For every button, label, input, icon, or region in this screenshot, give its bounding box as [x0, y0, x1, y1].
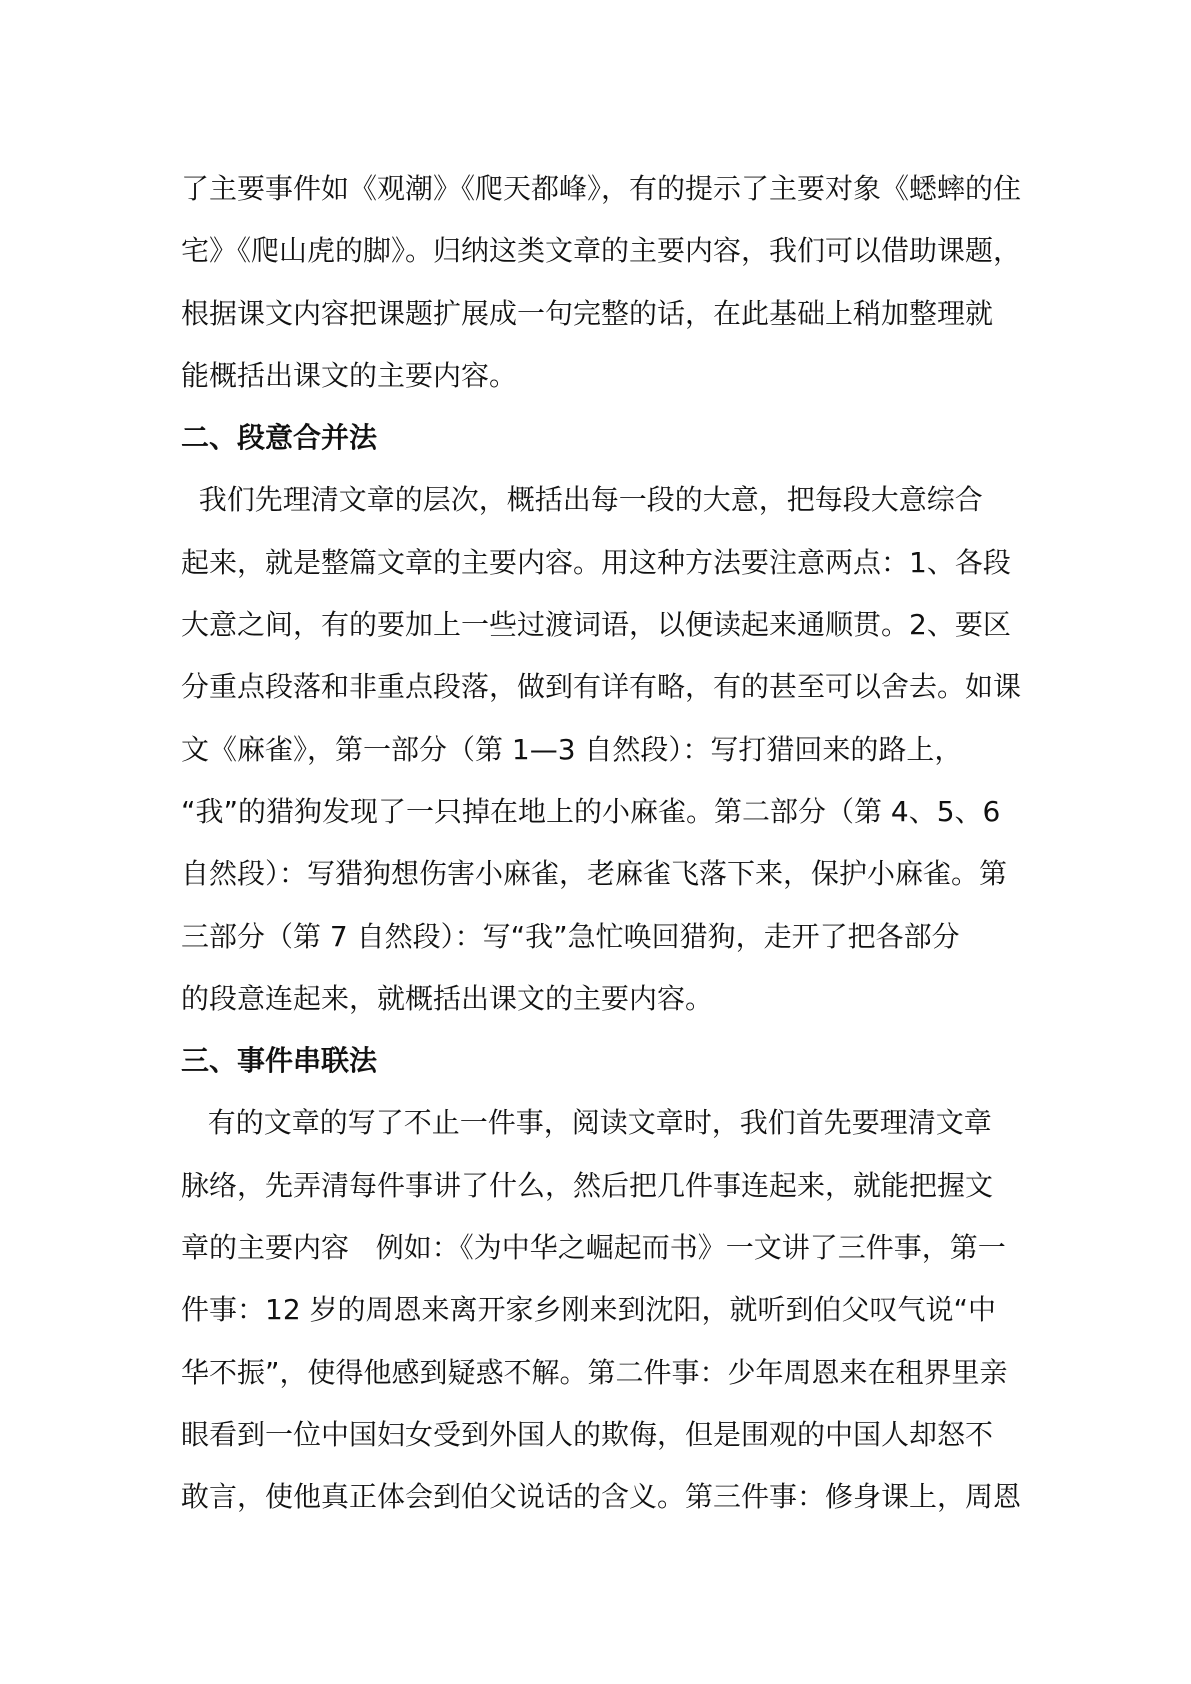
text-line: 能概括出课文的主要内容。: [181, 358, 518, 392]
text-line: 起来，就是整篇文章的主要内容。用这种方法要注意两点：1、各段: [181, 545, 1011, 579]
text-line: 宅》《爬山虎的脚》。归纳这类文章的主要内容，我们可以借助课题，: [181, 234, 1022, 268]
text-line: 三部分（第 7 自然段）：写“我”急忙唤回猎狗，走开了把各部分: [181, 919, 960, 953]
text-line: 分重点段落和非重点段落，做到有详有略，有的甚至可以舍去。如课: [181, 670, 1022, 704]
section-heading: 二、段意合并法: [181, 421, 378, 455]
text-line: 根据课文内容把课题扩展成一句完整的话，在此基础上稍加整理就: [181, 296, 994, 330]
text-line: 自然段）：写猎狗想伤害小麻雀，老麻雀飞落下来，保护小麻雀。第: [181, 857, 1008, 891]
text-line: 脉络，先弄清每件事讲了什么，然后把几件事连起来，就能把握文: [181, 1168, 994, 1202]
text-line: “我”的猎狗发现了一只掉在地上的小麻雀。第二部分（第 4、5、6: [181, 794, 1001, 828]
text-line: 华不振”，使得他感到疑惑不解。第二件事：少年周恩来在租界里亲: [181, 1355, 1008, 1389]
text-line: 眼看到一位中国妇女受到外国人的欺侮，但是围观的中国人却怒不: [181, 1417, 994, 1451]
section-heading: 三、事件串联法: [181, 1044, 378, 1078]
text-line: 文《麻雀》，第一部分（第 1—3 自然段）：写打猎回来的路上，: [181, 732, 963, 766]
text-line: 的段意连起来，就概括出课文的主要内容。: [181, 981, 714, 1015]
text-line: 章的主要内容 例如：《为中华之崛起而书》一文讲了三件事，第一: [181, 1231, 1006, 1265]
text-line: 我们先理清文章的层次，概括出每一段的大意，把每段大意综合: [181, 483, 983, 517]
text-line: 了主要事件如《观潮》《爬天都峰》，有的提示了主要对象《蟋蟀的住: [181, 172, 1022, 205]
text-line: 大意之间，有的要加上一些过渡词语，以便读起来通顺贯。2、要区: [181, 608, 1011, 642]
text-line: 件事：12 岁的周恩来离开家乡刚来到沈阳，就听到伯父叹气说“中: [181, 1293, 997, 1327]
document-body: [181, 158, 1022, 1529]
text-line: 有的文章的写了不止一件事，阅读文章时，我们首先要理清文章: [181, 1106, 992, 1140]
text-line: 敢言，使他真正体会到伯父说话的含义。第三件事：修身课上，周恩: [181, 1480, 1022, 1514]
